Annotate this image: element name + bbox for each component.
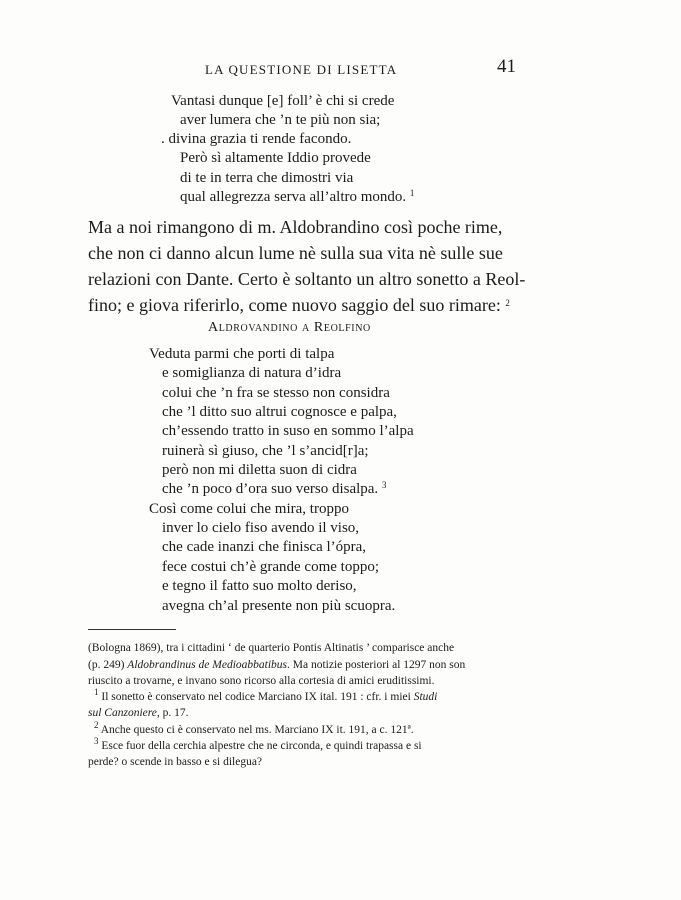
poem1-line: di te in terra che dimostri via xyxy=(180,170,354,186)
prose-line-text: fino; e giova riferirlo, come nuovo saggio del suo rimare: xyxy=(88,295,501,315)
poem2-line: però non mi diletta suon di cidra xyxy=(162,462,357,478)
footnote-italic: Aldobrandinus de Medioabbatibus xyxy=(127,659,288,671)
footnote-text: (p. 249) xyxy=(88,659,128,671)
poem2-line: inver lo cielo fiso avendo il viso, xyxy=(162,520,360,536)
footnote-continuation-line: riuscito a trovarne, e invano sono ricorso alla cortesia di amici eruditissimi. xyxy=(88,675,435,687)
footnote-text: , p. 17. xyxy=(156,707,189,719)
footnote-text: . Ma notizie posteriori al 1297 non son xyxy=(287,659,466,671)
footnote-continuation-line xyxy=(88,657,465,673)
footnote-3-cont: perde? o scende in basso e si dilegua? xyxy=(88,756,263,768)
poem2-line: Così come colui che mira, troppo xyxy=(149,501,349,517)
poem2-line: che cade inanzi che finisca l’ópra, xyxy=(162,539,367,555)
footnote-3-mark: 3 xyxy=(94,736,99,746)
footnote-1-cont xyxy=(88,705,189,721)
prose-line: che non ci danno alcun lume nè sulla sua vita nè sulle sue xyxy=(88,243,503,263)
running-title: LA QUESTIONE DI LISETTA xyxy=(205,62,398,77)
poem1-line-text: qual allegrezza serva all’altro mondo. xyxy=(180,189,407,205)
poem1-line: aver lumera che ’n te più non sia; xyxy=(180,112,381,128)
footnote-3 xyxy=(94,738,422,754)
poem1-line: Vantasi dunque [e] foll’ è chi si crede xyxy=(171,93,395,109)
poem-title: Aldrovandino a Reolfino xyxy=(208,320,371,335)
poem2-line: e somiglianza di natura d’idra xyxy=(162,365,342,381)
footnote-ref-1: 1 xyxy=(409,188,415,198)
prose-line xyxy=(88,292,510,318)
poem1-line: . divina grazia ti rende facondo. xyxy=(161,131,352,147)
footnote-rule xyxy=(88,629,176,630)
footnote-1-mark: 1 xyxy=(94,687,99,697)
footnote-text: Il sonetto è conservato nel codice Marciano IX ital. 191 : cfr. i miei xyxy=(98,691,414,703)
footnote-italic: Studi xyxy=(413,691,438,703)
poem1-line: Però sì altamente Iddio provede xyxy=(180,150,371,166)
poem2-line: Veduta parmi che porti di talpa xyxy=(149,346,335,362)
footnote-2-mark: 2 xyxy=(94,720,99,730)
prose-line: relazioni con Dante. Certo è soltanto un altro sonetto a Reol- xyxy=(88,269,526,289)
footnote-ref-2: 2 xyxy=(505,298,510,308)
poem2-line: e tegno il fatto suo molto deriso, xyxy=(162,578,357,594)
poem2-line: che ’l ditto suo altrui cognosce e palpa, xyxy=(162,404,397,420)
poem2-line xyxy=(162,480,386,499)
poem2-line-text: che ’n poco d’ora suo verso disalpa. xyxy=(162,481,379,497)
footnote-ref-3: 3 xyxy=(381,480,387,490)
prose-line: Ma a noi rimangono di m. Aldobrandino così poche rime, xyxy=(88,217,503,237)
footnote-continuation-line: (Bologna 1869), tra i cittadini ‘ de quarterio Pontis Altinatis ’ comparisce anche xyxy=(88,642,455,654)
poem2-line: ruinerà sì giuso, che ’l s’ancid[r]a; xyxy=(162,443,369,459)
page-number: 41 xyxy=(497,56,516,77)
poem2-line: fece costui ch’è grande come toppo; xyxy=(162,559,379,575)
poem2-line: ch’essendo tratto in suso en sommo l’alpa xyxy=(162,423,414,439)
footnote-text: Anche questo ci è conservato nel ms. Marciano IX it. 191, a c. 121ª. xyxy=(98,724,414,736)
footnote-italic: sul Canzoniere xyxy=(88,707,157,719)
footnote-2 xyxy=(94,722,414,738)
poem2-line: colui che ’n fra se stesso non considra xyxy=(162,385,390,401)
footnote-1 xyxy=(94,689,437,705)
poem1-line xyxy=(180,188,414,207)
poem2-line: avegna ch’al presente non più scuopra. xyxy=(162,598,396,614)
footnote-text: Esce fuor della cerchia alpestre che ne circonda, e quindi trapassa e si xyxy=(98,740,422,752)
